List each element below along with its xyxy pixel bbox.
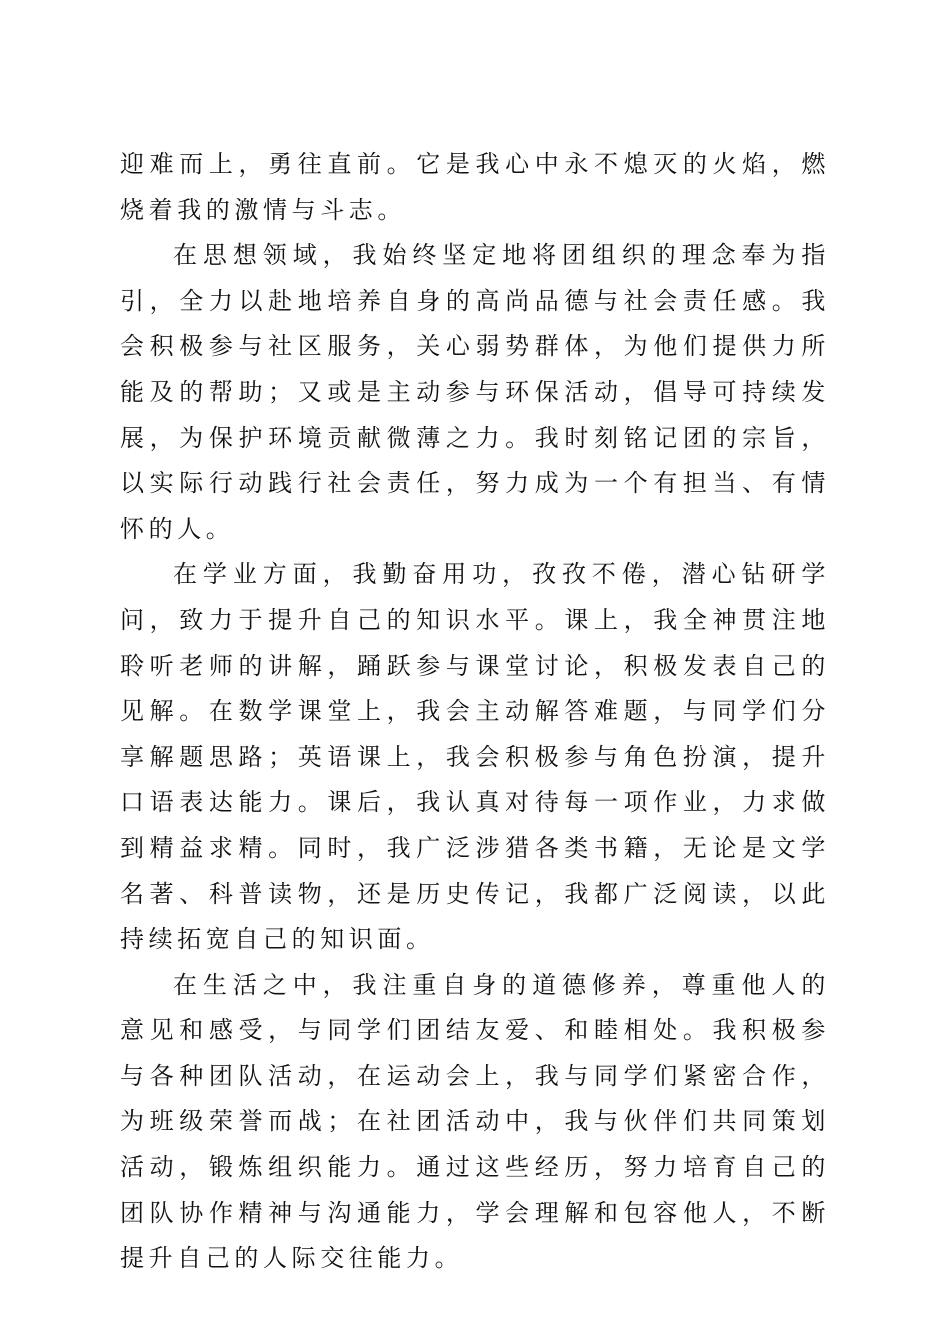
body-text (120, 142, 830, 1282)
paragraph-academics: 在学业方面，我勤奋用功，孜孜不倦，潜心钻研学问，致力于提升自己的知识水平。课上，我全神贯注地聆听老师的讲解，踊跃参与课堂讨论，积极发表自己的见解。在数学课堂上，我会主动解答难题，与同学们分享解题思路；英语课上，我会积极参与角色扮演，提升口语表达能力。课后，我认真对待每一项作业，力求做到精益求精。同时，我广泛涉猎各类书籍，无论是文学名著、科普读物，还是历史传记，我都广泛阅读，以此持续拓宽自己的知识面。 (120, 560, 830, 954)
paragraph-ideology: 在思想领域，我始终坚定地将团组织的理念奉为指引，全力以赴地培养自身的高尚品德与社会责任感。我会积极参与社区服务，关心弱势群体，为他们提供力所能及的帮助；又或是主动参与环保活动，倡导可持续发展，为保护环境贡献微薄之力。我时刻铭记团的宗旨，以实际行动践行社会责任，努力成为一个有担当、有情怀的人。 (120, 241, 830, 543)
paragraph-life: 在生活之中，我注重自身的道德修养，尊重他人的意见和感受，与同学们团结友爱、和睦相处。我积极参与各种团队活动，在运动会上，我与同学们紧密合作，为班级荣誉而战；在社团活动中，我与伙伴们共同策划活动，锻炼组织能力。通过这些经历，努力培育自己的团队协作精神与沟通能力，学会理解和包容他人，不断提升自己的人际交往能力。 (120, 970, 830, 1273)
paragraph-continuation: 迎难而上，勇往直前。它是我心中永不熄灭的火焰，燃烧着我的激情与斗志。 (120, 150, 830, 224)
